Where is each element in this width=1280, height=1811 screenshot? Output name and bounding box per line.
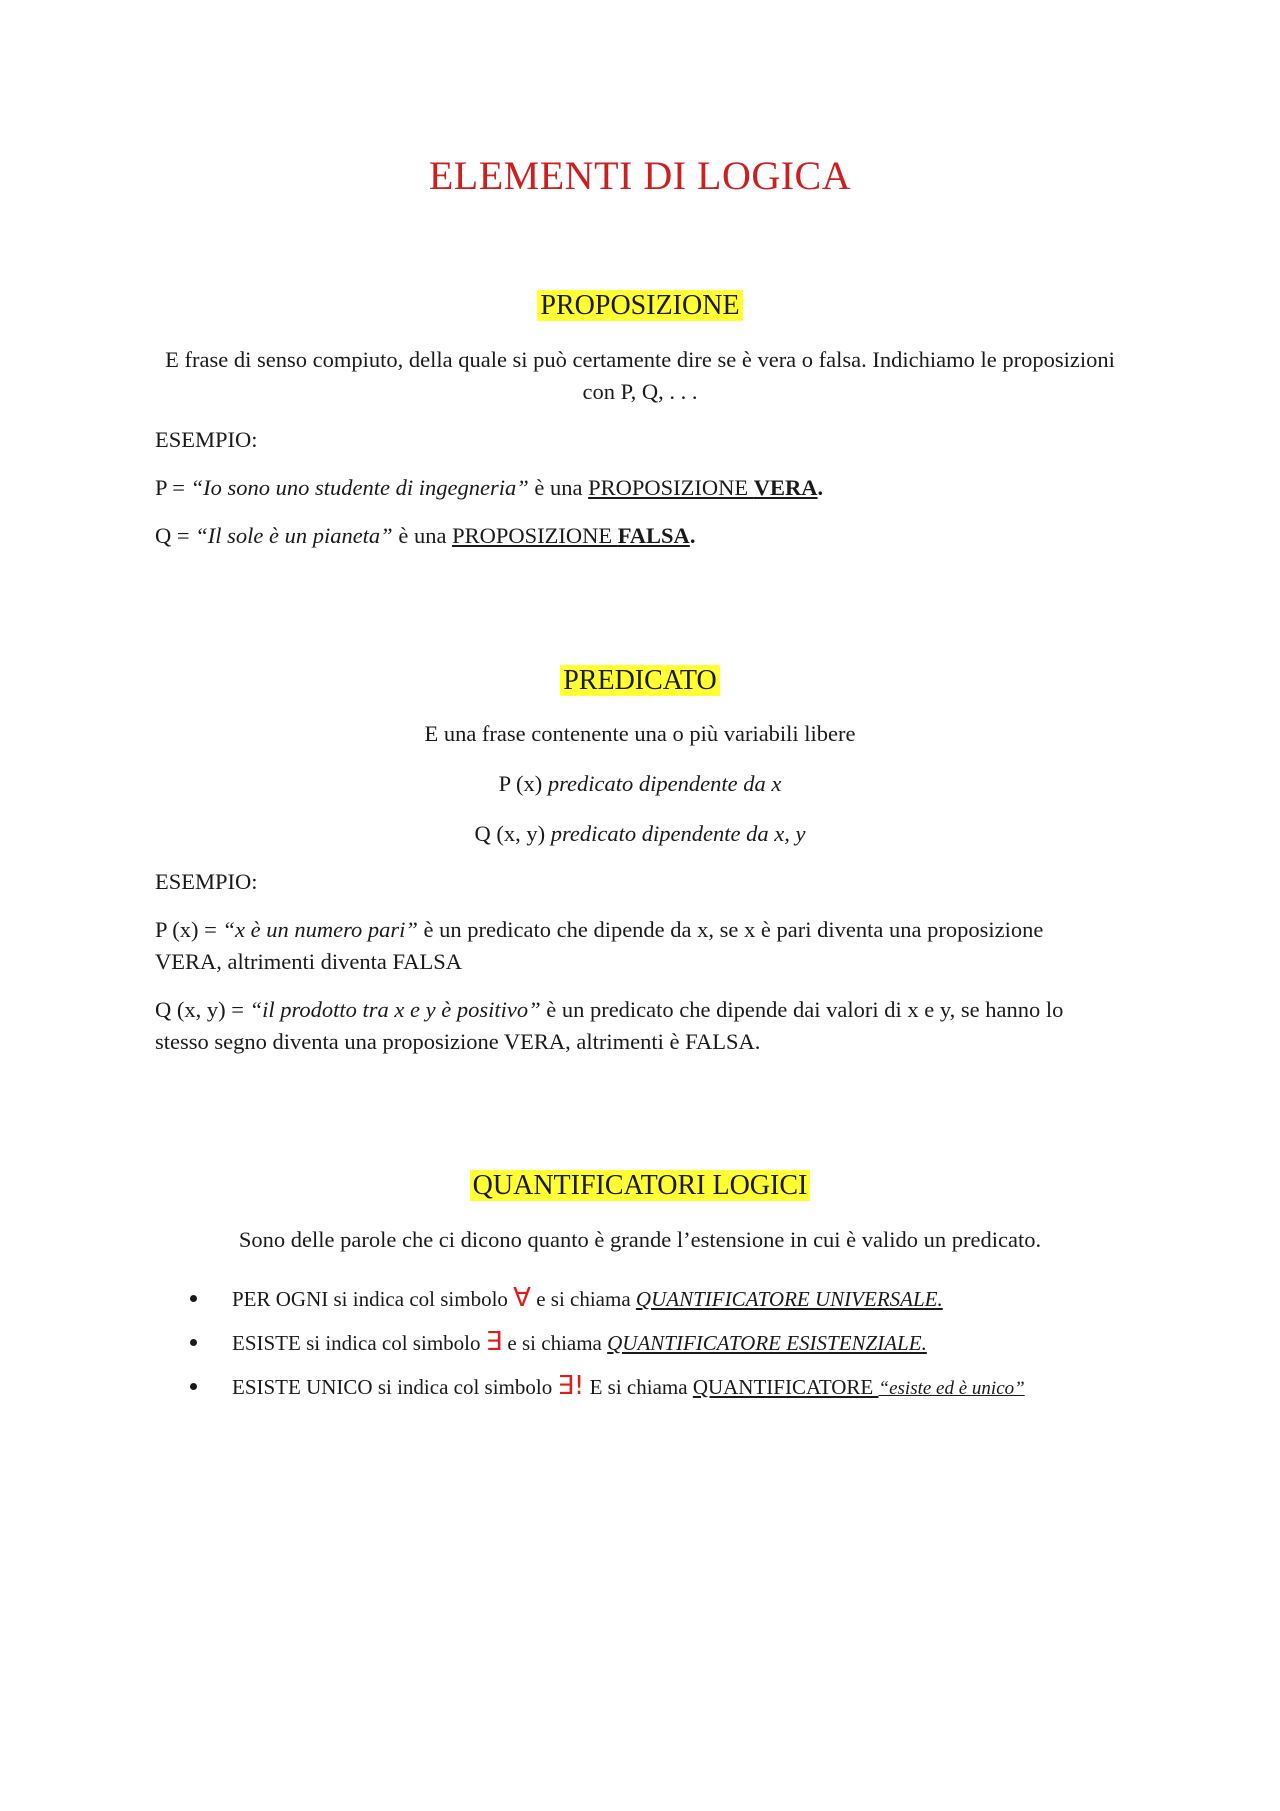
bullet-icon [190,1339,197,1346]
predicate-desc: predicato dipendente da x, y [550,821,806,846]
predicato-line-2 [150,818,1130,850]
exists-icon: ∃ [485,1327,503,1357]
example-lhs: P (x) = [155,917,223,942]
example-quote: “Io sono uno studente di ingegneria” [190,475,529,500]
example-quote: “il prodotto tra x e y è positivo” [249,997,541,1022]
list-item-text [232,1370,1112,1405]
proposizione-example-label: ESEMPIO: [155,427,258,452]
proposizione-example-1 [155,472,1115,504]
example-rest: è un predicato che dipende da x, se x è pari diventa una proposizione VERA, altrimenti diventa FALSA [155,917,1044,974]
example-value: FALSA [617,523,690,548]
heading-highlight: QUANTIFICATORI LOGICI [470,1170,811,1201]
page-title: ELEMENTI DI LOGICA [428,153,852,198]
forall-icon: ∀ [513,1283,531,1313]
item-name: QUANTIFICATORE UNIVERSALE. [635,1287,943,1311]
bullet-icon [190,1383,197,1390]
proposizione-definition: E frase di senso compiuto, della quale si può certamente dire se è vera o falsa. Indichiamo le proposizioni con P, Q, . . . [165,347,1115,404]
example-rest: è un predicato che dipende dai valori di x e y, se hanno lo stesso segno diventa una proposizione VERA, altrimenti è FALSA. [155,997,1064,1054]
section-heading-predicato [0,665,1280,697]
predicato-example-1 [155,914,1115,978]
example-lhs: Q (x, y) = [155,997,250,1022]
item-name-quote: “esiste ed è unico” [878,1378,1025,1399]
example-mid: è una [528,475,589,500]
example-value: VERA [753,475,818,500]
predicate-desc: predicato dipendente da x [547,771,782,796]
example-lhs: P = [155,475,191,500]
example-type-text: PROPOSIZIONE [588,475,754,500]
item-mid: e si chiama [502,1331,608,1355]
item-name: QUANTIFICATORE [692,1375,879,1399]
example-quote: “Il sole è un pianeta” [195,523,393,548]
item-pre: ESISTE UNICO si indica col simbolo [232,1375,558,1399]
predicate-lhs: P (x) [498,771,548,796]
quantificatori-definition: Sono delle parole che ci dicono quanto è grande l’estensione in cui è valido un predicato. [238,1227,1042,1252]
predicate-lhs: Q (x, y) [474,821,551,846]
predicato-line-1 [150,768,1130,800]
list-item-text [232,1282,1112,1315]
predicato-definition: E una frase contenente una o più variabili libere [424,721,856,746]
item-pre: ESISTE si indica col simbolo [232,1331,486,1355]
example-type-text: PROPOSIZIONE [452,523,618,548]
example-type [452,523,690,548]
heading-highlight: PROPOSIZIONE [537,290,742,321]
item-name: QUANTIFICATORE ESISTENZIALE. [607,1331,927,1355]
example-mid: è una [392,523,453,548]
section-heading-quantificatori [0,1170,1280,1202]
predicato-example-2 [155,994,1115,1058]
predicato-example-label: ESEMPIO: [155,869,258,894]
item-mid: E si chiama [584,1375,693,1399]
exists-unique-icon: ∃! [557,1371,585,1401]
bullet-icon [190,1295,197,1302]
list-item-text [232,1326,1112,1359]
example-end: . [817,475,824,500]
example-quote: “x è un numero pari” [222,917,418,942]
heading-highlight: PREDICATO [560,665,720,696]
example-lhs: Q = [155,523,196,548]
section-heading-proposizione [0,290,1280,322]
example-type [588,475,817,500]
item-mid: e si chiama [530,1287,636,1311]
proposizione-example-2 [155,520,1115,552]
example-end: . [689,523,696,548]
item-pre: PER OGNI si indica col simbolo [232,1287,514,1311]
